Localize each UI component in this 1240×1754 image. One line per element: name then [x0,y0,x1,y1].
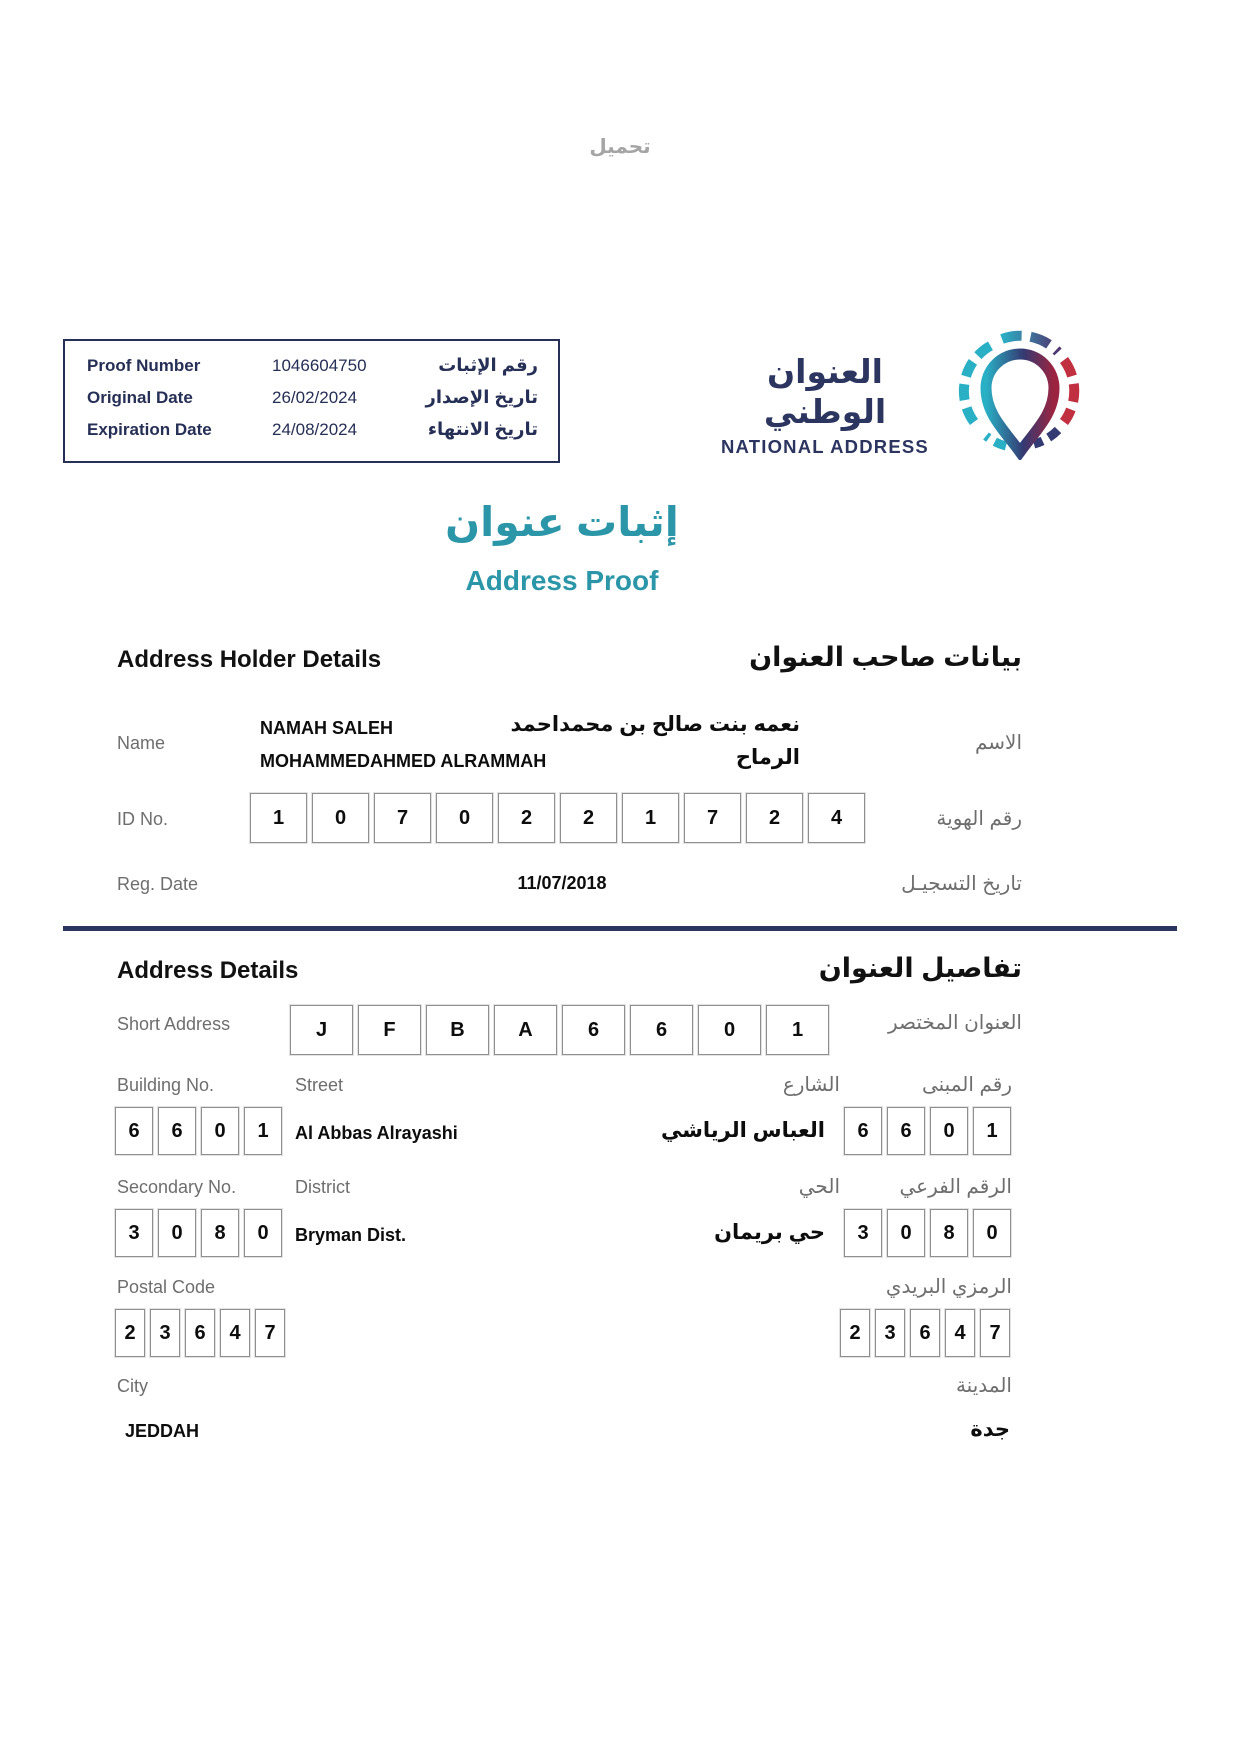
proof-number-label-en: Proof Number [87,356,201,375]
char-box: 1 [244,1107,282,1155]
char-box: 6 [115,1107,153,1155]
char-box: 2 [840,1309,870,1357]
char-box: 4 [220,1309,250,1357]
original-date-label-ar: تاريخ الإصدار [425,387,538,407]
proof-number-row [87,355,538,387]
expiration-date-row [87,419,538,451]
street-label-en: Street [295,1075,344,1095]
street-value-ar: العباس الرياشي [660,1119,825,1142]
original-date-value: 26/02/2024 [272,388,358,407]
secondary-label-ar: الرقم الفرعي [899,1176,1012,1198]
id-number-boxes [250,793,865,843]
city-value-ar: جدة [970,1418,1010,1441]
char-box: 3 [844,1209,882,1257]
char-box: 0 [244,1209,282,1257]
document-title-arabic: إثبات عنوان [445,499,679,545]
street-label-ar: الشارع [782,1074,840,1096]
district-label-en: District [295,1177,350,1197]
id-label-ar: رقم الهوية [936,808,1022,830]
name-label-en: Name [117,733,166,753]
name-value-ar-line2: الرماح [735,746,800,769]
char-box: 3 [875,1309,905,1357]
secondary-number-boxes-en [115,1209,282,1257]
char-box: 0 [698,1005,761,1055]
char-box: 6 [185,1309,215,1357]
name-value-en-line1: NAMAH SALEH [260,718,393,738]
section-divider [63,926,1177,931]
char-box: 1 [250,793,307,843]
char-box: 6 [910,1309,940,1357]
char-box: 0 [158,1209,196,1257]
original-date-row [87,387,538,419]
expiration-date-value: 24/08/2024 [272,420,358,439]
char-box: 8 [930,1209,968,1257]
name-value-ar-line1: نعمه بنت صالح بن محمداحمد [510,713,800,736]
char-box: 0 [201,1107,239,1155]
char-box: 2 [498,793,555,843]
char-box: 1 [622,793,679,843]
street-value-en: Al Abbas Alrayashi [295,1123,458,1143]
expiration-date-label-en: Expiration Date [87,420,212,439]
city-label-ar: المدينة [955,1375,1012,1397]
char-box: 4 [808,793,865,843]
char-box: A [494,1005,557,1055]
id-label-en: ID No. [117,809,169,829]
short-address-boxes [290,1005,829,1055]
char-box: 0 [887,1209,925,1257]
char-box: 4 [945,1309,975,1357]
char-box: 6 [158,1107,196,1155]
char-box: 2 [560,793,617,843]
char-box: 6 [887,1107,925,1155]
expiration-date-label-ar: تاريخ الانتهاء [427,419,538,439]
char-box: B [426,1005,489,1055]
secondary-label-en: Secondary No. [117,1177,237,1197]
district-value-en: Bryman Dist. [295,1225,407,1245]
reg-date-label-en: Reg. Date [117,874,199,894]
holder-section-title-ar: بيانات صاحب العنوان [749,642,1022,672]
city-label-en: City [117,1376,148,1396]
postal-code-boxes-en [115,1309,285,1357]
char-box: 7 [374,793,431,843]
char-box: 0 [930,1107,968,1155]
district-value-ar: حي بريمان [714,1221,825,1244]
char-box: 7 [684,793,741,843]
name-value-en-line2: MOHAMMEDAHMED ALRAMMAH [260,751,547,771]
city-value-en: JEDDAH [125,1421,200,1441]
reg-date-label-ar: تاريخ التسجيـل [901,873,1022,895]
national-address-logo [718,352,932,458]
name-label-ar: الاسم [974,732,1022,754]
short-address-label-en: Short Address [117,1014,231,1034]
download-link[interactable]: تحميل [589,136,651,158]
logo-title-english: NATIONAL ADDRESS [721,436,929,457]
district-label-ar: الحي [798,1176,840,1198]
proof-number-value: 1046604750 [272,356,367,375]
char-box: F [358,1005,421,1055]
building-label-en: Building No. [117,1075,215,1095]
logo-title-arabic: العنوان الوطني [763,353,887,430]
char-box: 1 [766,1005,829,1055]
address-section-title-en: Address Details [117,957,299,984]
char-box: 3 [150,1309,180,1357]
char-box: 7 [980,1309,1010,1357]
char-box: 0 [312,793,369,843]
reg-date-value: 11/07/2018 [517,873,607,893]
address-section-title-ar: تفاصيل العنوان [818,953,1022,983]
char-box: 2 [115,1309,145,1357]
building-number-boxes-ar [844,1107,1011,1155]
postal-label-en: Postal Code [117,1277,216,1297]
postal-code-boxes-ar [840,1309,1010,1357]
char-box: 3 [115,1209,153,1257]
location-pin-logo-icon [948,326,1094,460]
char-box: 6 [844,1107,882,1155]
char-box: 6 [630,1005,693,1055]
short-address-label-ar: العنوان المختصر [887,1012,1022,1034]
building-number-boxes-en [115,1107,282,1155]
char-box: 0 [436,793,493,843]
document-title-english: Address Proof [465,565,659,596]
original-date-label-en: Original Date [87,388,193,407]
holder-section-title-en: Address Holder Details [117,646,382,673]
char-box: 0 [973,1209,1011,1257]
char-box: 2 [746,793,803,843]
building-label-ar: رقم المبنى [921,1074,1012,1096]
proof-summary-box [63,339,560,463]
char-box: 8 [201,1209,239,1257]
char-box: 1 [973,1107,1011,1155]
char-box: 7 [255,1309,285,1357]
secondary-number-boxes-ar [844,1209,1011,1257]
postal-label-ar: الرمزي البريدي [885,1276,1012,1298]
char-box: 6 [562,1005,625,1055]
char-box: J [290,1005,353,1055]
proof-number-label-ar: رقم الإثبات [438,355,538,375]
